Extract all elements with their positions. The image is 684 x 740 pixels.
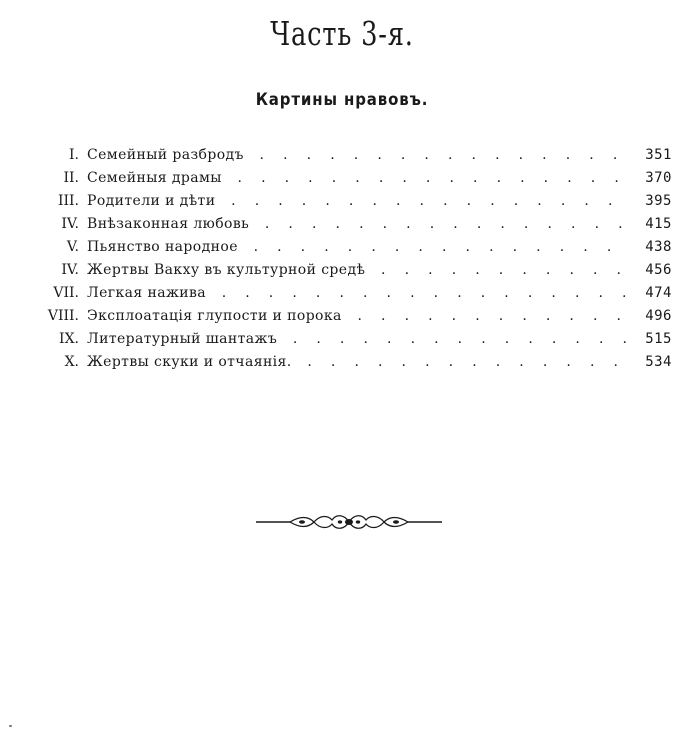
toc-entry-number: IX. <box>59 331 79 347</box>
toc-entry <box>0 330 684 353</box>
toc-entry-page: 438 <box>628 238 672 256</box>
toc-entry-page: 395 <box>628 192 672 210</box>
section-title: Картины нравовъ. <box>255 90 429 110</box>
toc-entry-title: Внѣзаконная любовь . . <box>87 215 630 233</box>
toc-entry-page: 370 <box>628 169 672 187</box>
toc-entry-title: Жертвы скуки и отчаянія. . . <box>87 353 630 371</box>
toc-entry-page: 515 <box>628 330 672 348</box>
toc-entry <box>0 215 684 238</box>
toc-entry-number: VII. <box>53 285 79 301</box>
table-of-contents <box>0 146 684 376</box>
toc-entry-title: Родители и дѣти . . <box>87 192 630 210</box>
toc-entry <box>0 307 684 330</box>
toc-entry-number: III. <box>57 193 79 209</box>
toc-entry-page: 496 <box>628 307 672 325</box>
toc-entry-number: IV. <box>61 262 79 278</box>
toc-entry <box>0 146 684 169</box>
toc-entry-title: Пьянство народное . . <box>87 238 630 256</box>
toc-entry <box>0 284 684 307</box>
paper-speck <box>9 725 12 727</box>
toc-entry-number: X. <box>64 354 79 370</box>
toc-entry-page: 351 <box>628 146 672 164</box>
toc-entry-number: IV. <box>61 216 79 232</box>
toc-entry-number: V. <box>66 239 79 255</box>
toc-entry-title: Семейныя драмы . . <box>87 169 630 187</box>
toc-entry-page: 474 <box>628 284 672 302</box>
part-title: Часть 3-я. <box>270 14 414 53</box>
toc-entry-title: Литературный шантажъ . . <box>87 330 630 348</box>
toc-entry <box>0 261 684 284</box>
toc-entry-page: 415 <box>628 215 672 233</box>
decorative-ornament-icon <box>256 512 442 532</box>
toc-entry-number: VIII. <box>47 308 79 324</box>
toc-entry-title: Семейный разбродъ . . <box>87 146 630 164</box>
toc-entry <box>0 192 684 215</box>
toc-entry-number: I. <box>69 147 79 163</box>
toc-entry-page: 534 <box>628 353 672 371</box>
toc-entry-title: Легкая нажива . . <box>87 284 630 302</box>
toc-entry <box>0 353 684 376</box>
toc-entry-page: 456 <box>628 261 672 279</box>
toc-entry-title: Эксплоатація глупости и порока . . <box>87 307 630 325</box>
toc-entry <box>0 169 684 192</box>
toc-entry-title: Жертвы Вакху въ культурной средѣ . . <box>87 261 630 279</box>
toc-entry <box>0 238 684 261</box>
toc-entry-number: II. <box>63 170 79 186</box>
